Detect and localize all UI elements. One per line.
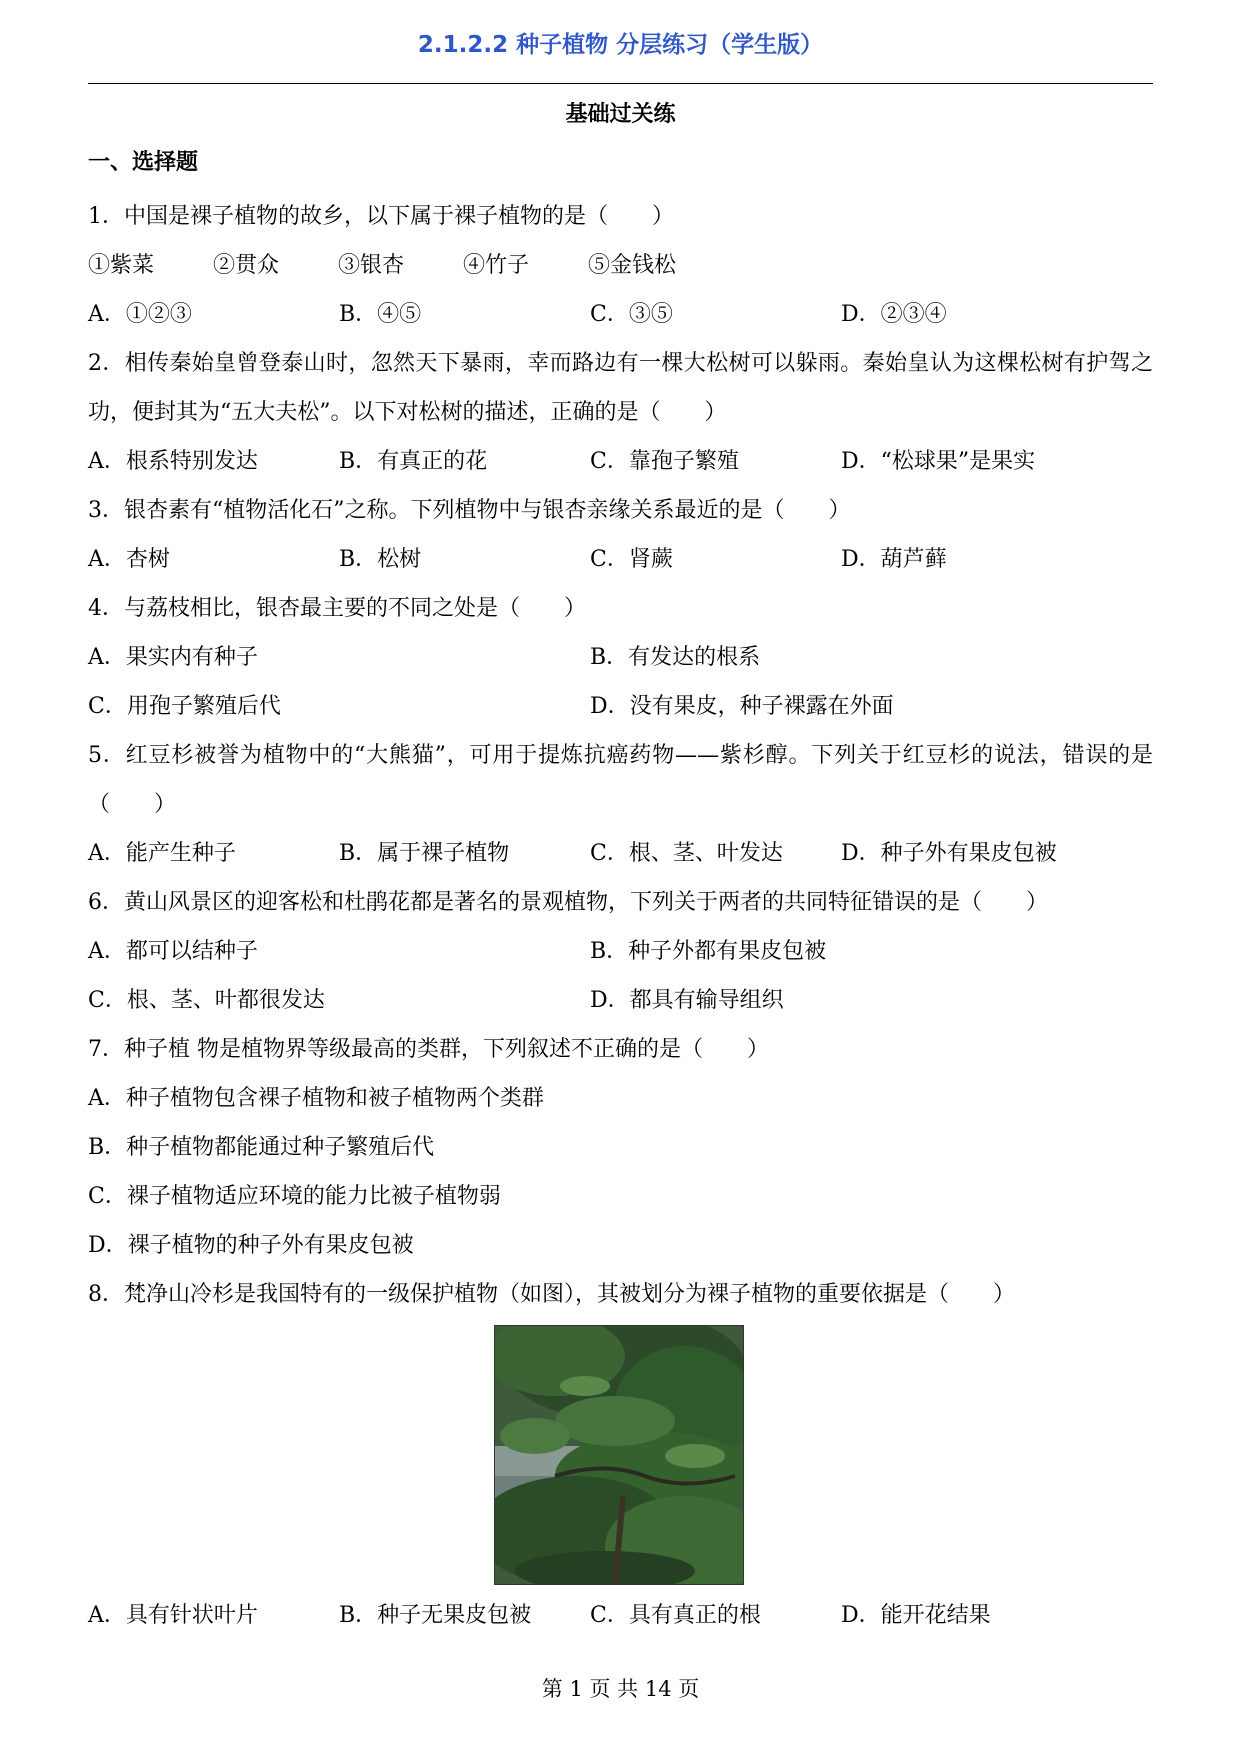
option-a: A．具有针状叶片 [88, 1603, 258, 1628]
answer-options [88, 829, 1153, 878]
question-6 [88, 878, 1153, 1025]
option-c: C．靠孢子繁殖 [590, 449, 739, 474]
option-a: A．①②③ [88, 302, 192, 327]
answer-options [88, 535, 1153, 584]
item: ②贯众 [213, 253, 280, 278]
option-d: D．②③④ [841, 302, 947, 327]
option-c: C．具有真正的根 [590, 1603, 761, 1628]
item: ⑤金钱松 [588, 253, 677, 278]
question-stem: 3．银杏素有“植物活化石”之称。下列植物中与银杏亲缘关系最近的是（ ） [88, 498, 851, 523]
option-d: D．裸子植物的种子外有果皮包被 [88, 1233, 414, 1258]
question-7 [88, 1025, 1153, 1270]
answer-options [88, 927, 1153, 1025]
question-4 [88, 584, 1153, 731]
page-header: 2.1.2.2 种子植物 分层练习（学生版） [417, 32, 824, 58]
answer-options [88, 1074, 1153, 1270]
option-c: C．用孢子繁殖后代 [88, 694, 281, 719]
option-a: A．能产生种子 [88, 841, 236, 866]
option-a: A．果实内有种子 [88, 645, 258, 670]
header-divider [88, 83, 1153, 84]
option-c: C．肾蕨 [590, 547, 673, 572]
answer-options [88, 437, 1153, 486]
question-stem: 4．与荔枝相比，银杏最主要的不同之处是（ ） [88, 596, 586, 621]
option-b: B．属于裸子植物 [339, 841, 510, 866]
option-c: C．裸子植物适应环境的能力比被子植物弱 [88, 1184, 501, 1209]
option-d: D．能开花结果 [841, 1603, 991, 1628]
question-3 [88, 486, 1153, 584]
option-a: A．都可以结种子 [88, 939, 258, 964]
option-c: C．根、茎、叶都很发达 [88, 988, 325, 1013]
option-c: C．根、茎、叶发达 [590, 841, 783, 866]
question-5 [88, 731, 1153, 878]
item: ③银杏 [338, 253, 405, 278]
option-c: C．③⑤ [590, 302, 673, 327]
page-footer: 第 1 页 共 14 页 [541, 1677, 700, 1701]
option-b: B．④⑤ [339, 302, 422, 327]
option-d: D．没有果皮，种子裸露在外面 [590, 694, 894, 719]
question-stem: 1．中国是裸子植物的故乡，以下属于裸子植物的是（ ） [88, 204, 674, 229]
option-b: B．松树 [339, 547, 422, 572]
question-stem: 2．相传秦始皇曾登泰山时，忽然天下暴雨，幸而路边有一棵大松树可以躲雨。秦始皇认为这棵松树有护驾之功，便封其为“五大夫松”。以下对松树的描述，正确的是（ ） [88, 351, 1153, 425]
question-list [88, 192, 1153, 1640]
answer-options [88, 633, 1153, 731]
option-b: B．有真正的花 [339, 449, 488, 474]
option-a: A．杏树 [88, 547, 170, 572]
option-d: D．“松球果”是果实 [841, 449, 1036, 474]
item: ④竹子 [463, 253, 530, 278]
option-d: D．葫芦藓 [841, 547, 947, 572]
answer-options [88, 1591, 1153, 1640]
item: ①紫菜 [88, 253, 155, 278]
question-1 [88, 192, 1153, 339]
option-a: A．种子植物包含裸子植物和被子植物两个类群 [88, 1086, 544, 1111]
question-stem: 7．种子植 物是植物界等级最高的类群，下列叙述不正确的是（ ） [88, 1037, 769, 1062]
question-stem: 6．黄山风景区的迎客松和杜鹃花都是著名的景观植物，下列关于两者的共同特征错误的是（ ） [88, 890, 1049, 915]
question-2 [88, 339, 1153, 486]
option-b: B．种子植物都能通过种子繁殖后代 [88, 1135, 435, 1160]
question-stem: 8．梵净山冷杉是我国特有的一级保护植物（如图），其被划分为裸子植物的重要依据是（ ） [88, 1282, 1016, 1307]
part-title: 一、选择题 [88, 150, 199, 175]
option-b: B．种子外都有果皮包被 [590, 939, 827, 964]
answer-options [88, 290, 1153, 339]
fir-tree-photo [494, 1325, 744, 1585]
fir-tree-image [495, 1326, 743, 1584]
section-title: 基础过关练 [565, 102, 676, 127]
question-stem: 5．红豆杉被誉为植物中的“大熊猫”，可用于提炼抗癌药物——紫杉醇。下列关于红豆杉的说法，错误的是（ ） [88, 743, 1153, 817]
option-b: B．有发达的根系 [590, 645, 761, 670]
question-8 [88, 1270, 1153, 1640]
option-d: D．都具有输导组织 [590, 988, 784, 1013]
question-items [88, 241, 1153, 290]
option-d: D．种子外有果皮包被 [841, 841, 1057, 866]
option-a: A．根系特别发达 [88, 449, 258, 474]
option-b: B．种子无果皮包被 [339, 1603, 532, 1628]
